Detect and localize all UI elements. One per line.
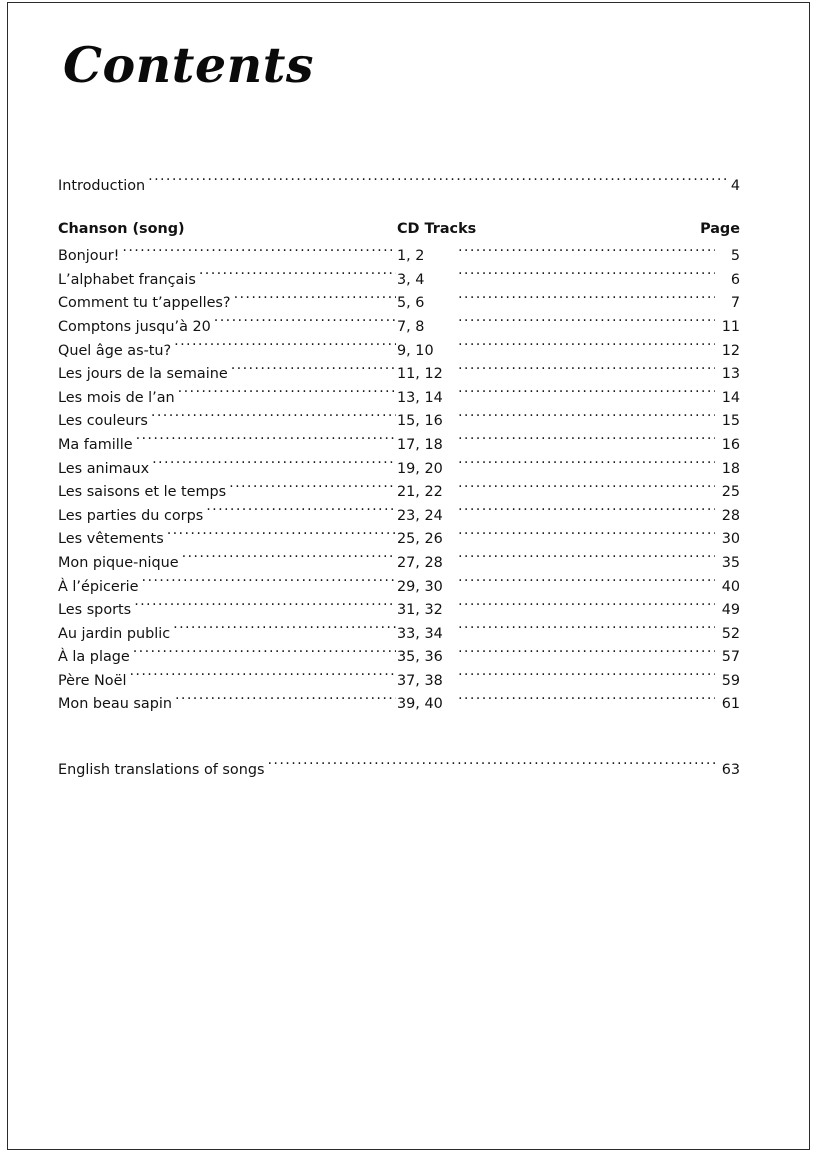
toc-entry-title-segment	[58, 458, 397, 482]
toc-entry-cd-tracks: 31, 32	[397, 602, 443, 619]
toc-entry-title-segment	[58, 292, 397, 316]
toc-entry-tracks-segment	[397, 693, 740, 717]
toc-entry-song[interactable]	[58, 623, 740, 647]
column-header-chanson: Chanson (song)	[58, 220, 185, 237]
column-header-cd-tracks: CD Tracks	[397, 220, 477, 237]
toc-entry-song[interactable]	[58, 505, 740, 529]
dot-leader	[178, 387, 396, 401]
dot-leader	[458, 576, 715, 590]
toc-entry-title-segment	[58, 646, 397, 670]
toc-entry-page: 28	[721, 507, 740, 524]
toc-entry-tracks-segment	[397, 387, 740, 411]
toc-entry-song[interactable]	[58, 599, 740, 623]
dot-leader	[458, 529, 715, 543]
toc-entry-song[interactable]	[58, 481, 740, 505]
toc-entry-label: Quel âge as-tu?	[58, 342, 172, 359]
dot-leader	[231, 364, 396, 378]
toc-entry-cd-tracks: 13, 14	[397, 389, 443, 406]
dot-leader	[458, 623, 715, 637]
toc-entry-page: 30	[721, 531, 740, 548]
dot-leader	[458, 269, 715, 283]
dot-leader	[175, 694, 396, 708]
toc-entry-page: 4	[730, 178, 740, 194]
dot-leader	[458, 340, 715, 354]
page-sheet	[7, 2, 810, 1150]
toc-entry-title-segment	[58, 316, 397, 340]
dot-leader	[199, 269, 396, 283]
toc-entry-label: Les vêtements	[58, 531, 164, 548]
table-of-contents	[58, 175, 740, 783]
toc-entry-page: 49	[721, 602, 740, 619]
dot-leader	[182, 553, 396, 567]
toc-entry-cd-tracks: 11, 12	[397, 366, 443, 383]
toc-entry-cd-tracks: 27, 28	[397, 554, 443, 571]
toc-entry-title-segment	[58, 410, 397, 434]
toc-entry-song[interactable]	[58, 552, 740, 576]
toc-entry-tracks-segment	[397, 458, 740, 482]
toc-entry-song[interactable]	[58, 363, 740, 387]
toc-entry-title-segment	[58, 505, 397, 529]
dot-leader	[458, 411, 715, 425]
toc-entry-song[interactable]	[58, 693, 740, 717]
toc-entry-page: 35	[721, 554, 740, 571]
dot-leader	[142, 576, 396, 590]
toc-entry-title-segment	[58, 363, 397, 387]
toc-entry-tracks-segment	[397, 292, 740, 316]
dot-leader	[458, 600, 715, 614]
toc-entry-song[interactable]	[58, 316, 740, 340]
toc-entry-label: Bonjour!	[58, 248, 120, 265]
toc-entry-tracks-segment	[397, 623, 740, 647]
toc-entry-tracks-segment	[397, 363, 740, 387]
toc-entry-page: 14	[721, 389, 740, 406]
toc-entry-song[interactable]	[58, 576, 740, 600]
dot-leader	[458, 387, 715, 401]
toc-entry-tracks-segment	[397, 505, 740, 529]
dot-leader	[173, 623, 396, 637]
dot-leader	[214, 317, 396, 331]
toc-entry-cd-tracks: 39, 40	[397, 696, 443, 713]
toc-entry-cd-tracks: 15, 16	[397, 413, 443, 430]
dot-leader	[174, 340, 396, 354]
column-header-page: Page	[700, 220, 740, 237]
toc-entry-tracks-segment	[397, 481, 740, 505]
toc-entry-page: 61	[721, 696, 740, 713]
dot-leader	[129, 670, 396, 684]
dot-leader	[458, 293, 715, 307]
dot-leader	[458, 317, 715, 331]
toc-entry-tracks-segment	[397, 599, 740, 623]
toc-entry-page: 16	[721, 436, 740, 453]
toc-entry-page: 11	[721, 318, 740, 335]
toc-entry-tracks-segment	[397, 576, 740, 600]
toc-entry-label: Comptons jusqu’à 20	[58, 318, 211, 335]
toc-entry-page: 7	[730, 295, 740, 312]
toc-entry-song[interactable]	[58, 245, 740, 269]
dot-leader	[134, 600, 396, 614]
dot-leader	[234, 293, 396, 307]
toc-entry-tracks-segment	[397, 434, 740, 458]
toc-entry-title-segment	[58, 599, 397, 623]
toc-entry-page: 25	[721, 484, 740, 501]
dot-leader	[458, 435, 715, 449]
dot-leader	[458, 505, 715, 519]
toc-entry-label: Comment tu t’appelles?	[58, 295, 231, 312]
toc-entry-tracks-segment	[397, 552, 740, 576]
toc-entry-cd-tracks: 33, 34	[397, 625, 443, 642]
toc-entry-tracks-segment	[397, 316, 740, 340]
dot-leader	[136, 435, 396, 449]
toc-entry-label: Les jours de la semaine	[58, 366, 228, 383]
dot-leader	[268, 760, 719, 774]
toc-entry-song[interactable]	[58, 528, 740, 552]
toc-entry-title-segment	[58, 528, 397, 552]
toc-entry-cd-tracks: 9, 10	[397, 342, 434, 359]
toc-entry-cd-tracks: 23, 24	[397, 507, 443, 524]
toc-entry-cd-tracks: 29, 30	[397, 578, 443, 595]
dot-leader	[151, 411, 396, 425]
toc-entry-tracks-segment	[397, 410, 740, 434]
toc-entry-tracks-segment	[397, 528, 740, 552]
toc-entry-title-segment	[58, 481, 397, 505]
dot-leader	[458, 694, 715, 708]
toc-column-headers	[58, 218, 740, 242]
toc-entry-label: Introduction	[58, 178, 146, 194]
toc-entry-page: 5	[730, 248, 740, 265]
toc-entry-song[interactable]	[58, 292, 740, 316]
toc-entry-cd-tracks: 1, 2	[397, 248, 425, 265]
toc-entry-song[interactable]	[58, 269, 740, 293]
toc-entry-song[interactable]	[58, 458, 740, 482]
toc-entry-cd-tracks: 35, 36	[397, 649, 443, 666]
dot-leader	[458, 364, 715, 378]
toc-entry-title-segment	[58, 434, 397, 458]
toc-entry-page: 40	[721, 578, 740, 595]
toc-entry-label: L’alphabet français	[58, 271, 196, 288]
toc-entry-page: 12	[721, 342, 740, 359]
toc-entry-cd-tracks: 7, 8	[397, 318, 425, 335]
toc-entry-page: 13	[721, 366, 740, 383]
toc-entry-title-segment	[58, 269, 397, 293]
toc-entry-title-segment	[58, 552, 397, 576]
toc-entry-introduction[interactable]	[58, 175, 740, 199]
toc-entry-label: Les parties du corps	[58, 507, 204, 524]
toc-entry-tracks-segment	[397, 646, 740, 670]
dot-leader	[148, 176, 728, 190]
toc-entry-title-segment	[58, 245, 397, 269]
toc-entry-song[interactable]	[58, 410, 740, 434]
toc-entry-tracks-segment	[397, 670, 740, 694]
toc-entry-label: À la plage	[58, 649, 130, 666]
toc-entry-song[interactable]	[58, 387, 740, 411]
toc-entry-page: 15	[721, 413, 740, 430]
toc-entry-cd-tracks: 17, 18	[397, 436, 443, 453]
toc-entry-page: 57	[721, 649, 740, 666]
dot-leader	[458, 647, 715, 661]
dot-leader	[229, 482, 396, 496]
toc-entry-english-translations[interactable]	[58, 759, 740, 783]
toc-entry-label: Les mois de l’an	[58, 389, 175, 406]
toc-entry-title-segment	[58, 576, 397, 600]
toc-entry-page: 18	[721, 460, 740, 477]
toc-entry-cd-tracks: 19, 20	[397, 460, 443, 477]
toc-entry-song[interactable]	[58, 646, 740, 670]
toc-entry-title-segment	[58, 387, 397, 411]
toc-entry-title-segment	[58, 670, 397, 694]
dot-leader	[458, 458, 715, 472]
toc-entry-label: Les couleurs	[58, 413, 148, 430]
toc-entry-label: Les saisons et le temps	[58, 484, 227, 501]
toc-entry-label: Les animaux	[58, 460, 150, 477]
toc-entry-tracks-segment	[397, 269, 740, 293]
toc-entry-label: Ma famille	[58, 436, 133, 453]
toc-entry-tracks-segment	[397, 340, 740, 364]
toc-entry-label: À l’épicerie	[58, 578, 139, 595]
toc-entry-label: Les sports	[58, 602, 132, 619]
toc-entry-song[interactable]	[58, 340, 740, 364]
toc-entry-title-segment	[58, 340, 397, 364]
toc-entry-page: 63	[721, 762, 740, 779]
toc-entry-title-segment	[58, 693, 397, 717]
toc-entry-label: English translations of songs	[58, 762, 265, 779]
toc-entry-page: 52	[721, 625, 740, 642]
toc-entry-tracks-segment	[397, 245, 740, 269]
toc-song-list	[58, 245, 740, 717]
dot-leader	[458, 670, 715, 684]
dot-leader	[458, 553, 715, 567]
toc-entry-page: 6	[730, 271, 740, 288]
toc-entry-label: Père Noël	[58, 672, 127, 689]
toc-entry-label: Au jardin public	[58, 625, 171, 642]
dot-leader	[122, 246, 396, 260]
dot-leader	[152, 458, 396, 472]
toc-entry-cd-tracks: 21, 22	[397, 484, 443, 501]
dot-leader	[458, 246, 715, 260]
page-title: Contents	[63, 36, 314, 94]
toc-entry-title-segment	[58, 623, 397, 647]
toc-entry-cd-tracks: 37, 38	[397, 672, 443, 689]
toc-entry-song[interactable]	[58, 670, 740, 694]
dot-leader	[206, 505, 396, 519]
dot-leader	[133, 647, 396, 661]
dot-leader	[167, 529, 396, 543]
toc-entry-cd-tracks: 5, 6	[397, 295, 425, 312]
dot-leader	[458, 482, 715, 496]
toc-entry-song[interactable]	[58, 434, 740, 458]
toc-entry-page: 59	[721, 672, 740, 689]
toc-entry-cd-tracks: 25, 26	[397, 531, 443, 548]
toc-entry-cd-tracks: 3, 4	[397, 271, 425, 288]
toc-entry-label: Mon pique-nique	[58, 554, 179, 571]
toc-entry-label: Mon beau sapin	[58, 696, 172, 713]
